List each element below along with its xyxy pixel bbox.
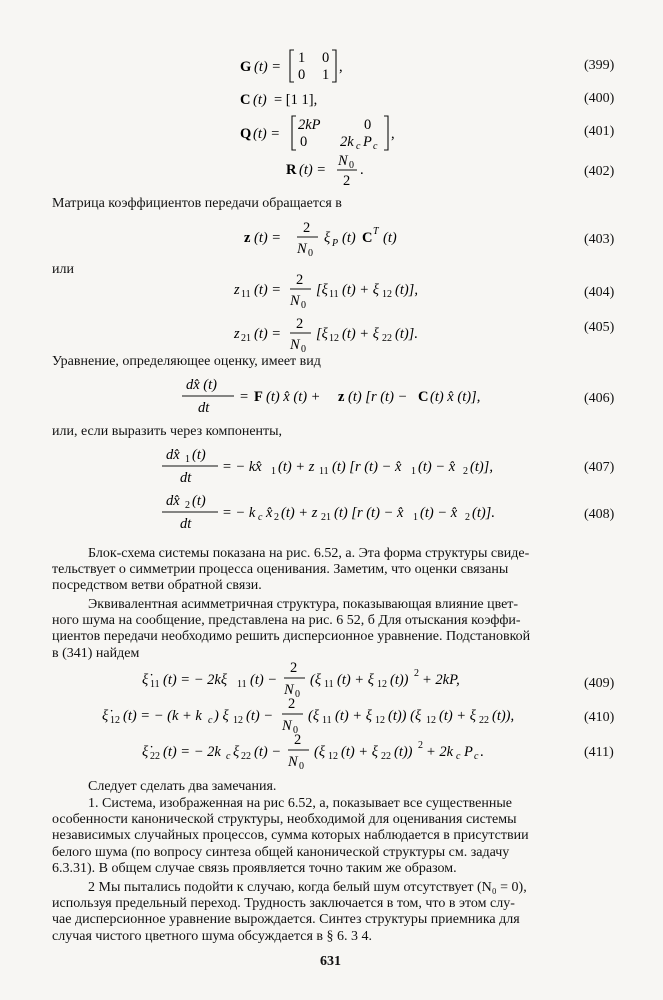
svg-text:dt: dt (198, 400, 210, 416)
svg-text:0: 0 (300, 134, 308, 150)
svg-text:12: 12 (329, 333, 339, 344)
svg-text:(t) −: (t) − (250, 672, 278, 688)
svg-text:z: z (234, 282, 240, 298)
paragraph-remark-2 (52, 880, 612, 945)
svg-text:(t)].: (t)]. (395, 326, 418, 342)
svg-text:ξ̇: ξ̇ (142, 672, 149, 688)
svg-text:(t) + ξ: (t) + ξ (335, 708, 372, 724)
svg-text:,: , (391, 126, 395, 142)
svg-text:(t) = − (k + k: (t) = − (k + k (123, 708, 202, 724)
svg-text:c: c (474, 751, 479, 762)
equation-404 (230, 268, 450, 312)
svg-text:(t): (t) (342, 230, 356, 246)
equation-number-406: (406) (584, 391, 615, 406)
svg-text:12: 12 (328, 751, 338, 762)
svg-text:= − k: = − k (222, 505, 256, 521)
paragraph-line: чае дисперсионное уравнение вырождается. Синтез структуры приемника для (52, 912, 520, 928)
svg-text:(t): (t) (192, 493, 206, 509)
equation-399 (236, 44, 366, 86)
svg-text:22: 22 (479, 715, 489, 726)
svg-text:22: 22 (381, 751, 391, 762)
svg-text:12: 12 (382, 289, 392, 300)
svg-text:+ 2kP,: + 2kP, (422, 672, 460, 688)
svg-text:(t)): (t)) (390, 672, 409, 688)
svg-text:11: 11 (241, 289, 251, 300)
svg-text:0: 0 (308, 248, 313, 259)
text-or-components: или, если выразить через компоненты, (52, 424, 283, 439)
svg-text:2kP: 2kP (298, 117, 321, 133)
svg-text:(t) + ξ: (t) + ξ (439, 708, 476, 724)
page-number: 631 (320, 954, 341, 969)
svg-text:22: 22 (241, 751, 251, 762)
svg-text:2: 2 (288, 696, 296, 712)
svg-text:ξ: ξ (233, 744, 240, 760)
svg-text:0: 0 (298, 67, 306, 83)
paragraph-line: в (341) найдем (52, 645, 140, 661)
svg-text:0: 0 (293, 725, 298, 736)
svg-text:(t)],: (t)], (470, 459, 493, 475)
svg-text:(t) [r (t) − x̂: (t) [r (t) − x̂ (334, 505, 404, 521)
svg-text:T: T (373, 226, 379, 237)
svg-text:Q: Q (240, 126, 252, 142)
text-or-1: или (52, 262, 74, 277)
svg-text:N: N (297, 241, 307, 257)
svg-text:0: 0 (301, 344, 306, 355)
svg-text:2: 2 (418, 740, 423, 751)
svg-text:(t)].: (t)]. (472, 505, 495, 521)
svg-text:2: 2 (290, 660, 298, 676)
svg-text:0: 0 (364, 117, 372, 133)
svg-text:11: 11 (322, 715, 332, 726)
equation-400 (236, 88, 356, 110)
svg-text:N: N (290, 337, 300, 353)
remarks-heading: Следует сделать два замечания. (88, 779, 277, 794)
svg-text:1: 1 (411, 466, 416, 477)
equation-406 (178, 372, 518, 420)
svg-text:) ξ: ) ξ (214, 708, 229, 724)
svg-text:(ξ: (ξ (310, 672, 322, 688)
svg-text:12: 12 (377, 679, 387, 690)
svg-text:(t) =: (t) = (254, 326, 282, 342)
equation-number-400: (400) (584, 91, 615, 106)
svg-text:(t) =: (t) = (254, 230, 282, 246)
svg-text:2: 2 (296, 316, 304, 332)
svg-text:N: N (290, 293, 300, 309)
svg-text:N: N (288, 754, 298, 770)
svg-text:z: z (234, 326, 240, 342)
equation-number-407: (407) (584, 460, 615, 475)
paragraph-line: используя предельный переход. Трудность заключается в том, что в этом слу- (52, 896, 515, 912)
svg-text:12: 12 (375, 715, 385, 726)
svg-text:22: 22 (150, 751, 160, 762)
svg-text:(t) [r (t) − x̂: (t) [r (t) − x̂ (332, 459, 402, 475)
equation-402 (282, 150, 372, 190)
svg-text:ξ̇: ξ̇ (102, 708, 109, 724)
paragraph-line: посредством ветви обратной связи. (52, 578, 262, 594)
paragraph-line: особенности канонической структуры, необходимой для оценивания системы (52, 812, 517, 828)
svg-text:22: 22 (382, 333, 392, 344)
svg-text:,: , (339, 59, 343, 75)
svg-text:1: 1 (185, 454, 190, 465)
svg-text:dx̂: dx̂ (166, 447, 180, 463)
equation-number-404: (404) (584, 285, 615, 300)
equation-number-410: (410) (584, 710, 615, 725)
paragraph-remark-1 (52, 796, 612, 877)
svg-text:[ξ: [ξ (316, 282, 328, 298)
svg-text:11: 11 (150, 679, 160, 690)
svg-text:0: 0 (301, 300, 306, 311)
svg-text:(t) −: (t) − (246, 708, 274, 724)
svg-text:dt: dt (180, 516, 192, 532)
svg-text:= − kx̂: = − kx̂ (222, 459, 262, 475)
svg-text:c: c (208, 715, 213, 726)
svg-text:(t)): (t)) (394, 744, 413, 760)
paragraph-line: независимых случайных процессов, сумма которых наблюдается в присутствии (52, 828, 529, 844)
svg-text:N: N (338, 153, 348, 169)
equation-411 (138, 728, 538, 776)
svg-text:(t): (t) (383, 230, 397, 246)
svg-text:N: N (282, 718, 292, 734)
svg-text:(t) − x̂: (t) − x̂ (420, 505, 458, 521)
svg-text:C: C (240, 92, 251, 108)
paragraph-line: случая чистого цветного шума обсуждается в § 6. 3 4. (52, 928, 373, 944)
svg-text:(t) x̂ (t) +: (t) x̂ (t) + (266, 389, 321, 405)
svg-text:dx̂: dx̂ (166, 493, 180, 509)
svg-text:C: C (418, 389, 429, 405)
paragraph-line: 6.3.31). В общем случае связь проявляется точно таким же образом. (52, 860, 457, 876)
equation-number-409: (409) (584, 676, 615, 691)
svg-text:1: 1 (322, 67, 330, 83)
svg-text:(t) = − 2k: (t) = − 2k (163, 744, 221, 760)
svg-text:R: R (286, 162, 297, 178)
svg-text:2: 2 (465, 512, 470, 523)
svg-text:2: 2 (296, 272, 304, 288)
svg-text:2: 2 (343, 173, 351, 189)
svg-text:12: 12 (110, 715, 120, 726)
svg-text:P: P (363, 134, 372, 150)
svg-text:+ 2k: + 2k (426, 744, 454, 760)
svg-text:(t)),: (t)), (492, 708, 515, 724)
svg-text:(t) = − 2kξ: (t) = − 2kξ (163, 672, 228, 688)
equation-number-403: (403) (584, 232, 615, 247)
svg-text:(t) + ξ: (t) + ξ (342, 282, 379, 298)
svg-text:dt: dt (180, 470, 192, 486)
svg-text:0: 0 (299, 761, 304, 772)
paragraph-line: ного шума на сообщение, представлена на рис. 6 52, б Для отыскания коэффи- (52, 613, 521, 629)
svg-text:z: z (244, 230, 251, 246)
svg-text:(t) + ξ: (t) + ξ (342, 326, 379, 342)
svg-text:F: F (254, 389, 263, 405)
equation-408 (158, 488, 538, 536)
svg-text:0: 0 (349, 160, 354, 171)
svg-text:N: N (284, 682, 294, 698)
paragraph-line: Эквивалентная асимметричная структура, показывающая влияние цвет- (88, 597, 519, 612)
svg-text:2k: 2k (340, 134, 354, 150)
svg-text:(t) =: (t) = (299, 162, 327, 178)
svg-text:(t) x̂ (t)],: (t) x̂ (t)], (430, 389, 481, 405)
svg-text:(t) + ξ: (t) + ξ (341, 744, 378, 760)
svg-text:2: 2 (303, 220, 311, 236)
svg-text:G: G (240, 59, 252, 75)
svg-text:21: 21 (241, 333, 251, 344)
paragraph-line: тельствует о симметрии процесса оценивания. Заметим, что оценки связаны (52, 562, 509, 578)
equation-401 (236, 110, 416, 154)
svg-text:=: = (240, 389, 249, 405)
svg-text:c: c (373, 141, 378, 152)
svg-text:2: 2 (414, 668, 419, 679)
svg-text:P: P (464, 744, 473, 760)
svg-text:(t) + z: (t) + z (278, 459, 315, 475)
svg-text:(t) + ξ: (t) + ξ (337, 672, 374, 688)
svg-text:c: c (356, 141, 361, 152)
svg-text:ξ: ξ (324, 230, 331, 246)
svg-text:(t)],: (t)], (395, 282, 418, 298)
equation-403 (240, 218, 410, 262)
svg-text:0: 0 (295, 689, 300, 700)
svg-text:(t): (t) (192, 447, 206, 463)
paragraph-line: 2 Мы пытались подойти к случаю, когда белый шум отсутствует (N₀ = 0), (88, 880, 527, 895)
svg-text:11: 11 (329, 289, 339, 300)
svg-text:(t) − x̂: (t) − x̂ (418, 459, 456, 475)
svg-text:12: 12 (233, 715, 243, 726)
equation-number-399: (399) (584, 58, 615, 73)
svg-text:21: 21 (321, 512, 331, 523)
svg-text:.: . (360, 162, 364, 178)
svg-text:11: 11 (319, 466, 329, 477)
equation-405 (230, 312, 450, 356)
svg-text:12: 12 (426, 715, 436, 726)
svg-text:1: 1 (413, 512, 418, 523)
paragraph-line: 1. Система, изображенная на рис 6.52, а, показывает все существенные (88, 796, 512, 811)
paragraph-line: белого шума (по вопросу синтеза общей канонической структуры см. задачу (52, 844, 510, 860)
svg-text:z: z (338, 389, 345, 405)
svg-text:C: C (362, 230, 373, 246)
svg-text:.: . (480, 744, 484, 760)
text-estimate-equation: Уравнение, определяющее оценку, имеет вид (52, 354, 321, 369)
svg-text:ξ̇: ξ̇ (142, 744, 149, 760)
svg-text:= [1 1],: = [1 1], (274, 92, 318, 108)
paragraph-asymmetric-structure (52, 597, 612, 662)
svg-text:2: 2 (463, 466, 468, 477)
svg-text:(t)) (ξ: (t)) (ξ (388, 708, 422, 724)
equation-number-405: (405) (584, 320, 615, 335)
svg-text:c: c (258, 512, 263, 523)
paragraph-line: циентов передачи необходимо решить дисперсионное уравнение. Подстановкой (52, 629, 531, 645)
svg-text:2: 2 (294, 732, 302, 748)
svg-text:[ξ: [ξ (316, 326, 328, 342)
svg-text:11: 11 (237, 679, 247, 690)
paragraph-block-diagram (52, 546, 612, 595)
equation-number-411: (411) (584, 745, 614, 760)
svg-text:c: c (226, 751, 231, 762)
equation-number-408: (408) (584, 507, 615, 522)
svg-text:(t) [r (t) −: (t) [r (t) − (348, 389, 408, 405)
svg-text:P: P (332, 238, 339, 249)
svg-text:2: 2 (185, 500, 190, 511)
svg-text:1: 1 (271, 466, 276, 477)
svg-text:(t) −: (t) − (254, 744, 282, 760)
equation-number-401: (401) (584, 124, 615, 139)
svg-text:2: 2 (274, 512, 279, 523)
svg-text:0: 0 (322, 50, 330, 66)
equation-407 (158, 442, 538, 490)
svg-text:dx̂ (t): dx̂ (t) (186, 377, 217, 393)
equation-number-402: (402) (584, 164, 615, 179)
svg-text:(ξ: (ξ (314, 744, 326, 760)
svg-text:(t) + z: (t) + z (281, 505, 318, 521)
svg-text:(t) =: (t) = (254, 59, 282, 75)
svg-text:c: c (456, 751, 461, 762)
svg-text:11: 11 (324, 679, 334, 690)
svg-text:(t) =: (t) = (254, 282, 282, 298)
svg-text:x̂: x̂ (266, 505, 273, 521)
text-transfer-matrix: Матрица коэффициентов передачи обращается в (52, 196, 342, 211)
svg-text:(ξ: (ξ (308, 708, 320, 724)
svg-text:(t) =: (t) = (253, 126, 281, 142)
svg-text:(t): (t) (253, 92, 267, 108)
paragraph-line: Блок-схема системы показана на рис. 6.52, а. Эта форма структуры свиде- (88, 546, 530, 561)
svg-text:1: 1 (298, 50, 306, 66)
